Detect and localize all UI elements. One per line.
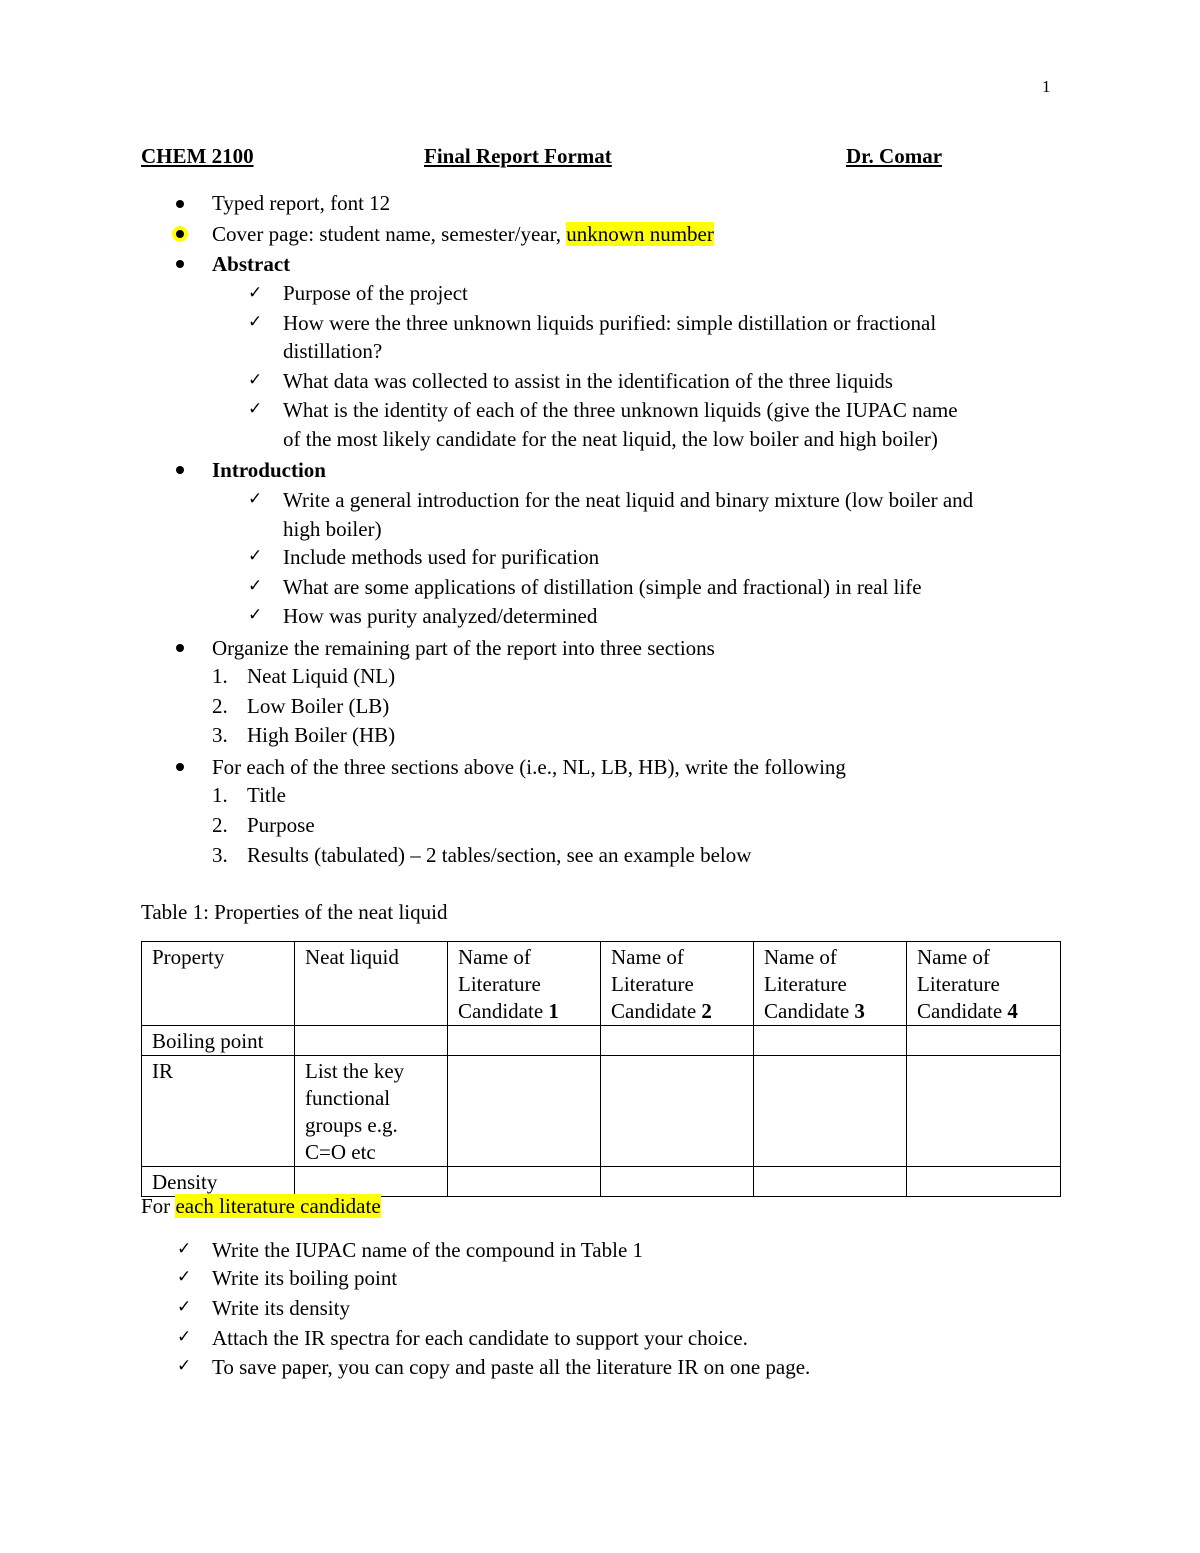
header-number: 2: [701, 999, 712, 1023]
table-cell: [754, 1026, 907, 1056]
checkmark-icon: ✓: [248, 576, 263, 596]
table-cell: [448, 1167, 601, 1197]
step-number: 1.: [212, 783, 228, 807]
intro-item: Write a general introduction for the neat liquid and binary mixture (low boiler and: [283, 488, 974, 512]
table-header-cell: Property: [142, 942, 295, 1026]
abstract-heading: Abstract: [212, 252, 291, 276]
header-text: Name of Literature Candidate: [764, 945, 855, 1023]
step-name: Results (tabulated) – 2 tables/section, see an example below: [247, 843, 752, 867]
checkmark-icon: ✓: [177, 1356, 192, 1376]
table-row: [142, 1026, 1061, 1056]
introduction-heading: Introduction: [212, 458, 326, 482]
section-name: High Boiler (HB): [247, 723, 396, 747]
literature-item: Attach the IR spectra for each candidate to support your choice.: [212, 1326, 748, 1350]
header-text: Name of Literature Candidate: [611, 945, 702, 1023]
intro-item: Include methods used for purification: [283, 545, 600, 569]
cover-page-item: [212, 224, 714, 245]
header-text: Name of Literature Candidate: [458, 945, 549, 1023]
table-cell: [907, 1056, 1061, 1167]
organize-item: Organize the remaining part of the report into three sections: [212, 636, 715, 660]
literature-prefix: For: [141, 1194, 176, 1218]
step-name: Purpose: [247, 813, 315, 837]
checkmark-icon: ✓: [248, 546, 263, 566]
table-row: [142, 1167, 1061, 1197]
checkmark-icon: ✓: [248, 399, 263, 419]
intro-item-continued: high boiler): [283, 517, 382, 541]
header-number: 4: [1007, 999, 1018, 1023]
abstract-item-continued: of the most likely candidate for the neat liquid, the low boiler and high boiler): [283, 427, 938, 451]
bullet-icon: [176, 466, 184, 474]
table-header-row: [142, 942, 1061, 1026]
abstract-item: Purpose of the project: [283, 281, 468, 305]
table-cell: [754, 1167, 907, 1197]
literature-highlight: each literature candidate: [175, 1194, 381, 1218]
checkmark-icon: ✓: [248, 370, 263, 390]
checkmark-icon: ✓: [248, 489, 263, 509]
table-cell: [295, 1026, 448, 1056]
table-cell: Density: [142, 1167, 295, 1197]
abstract-item: What data was collected to assist in the identification of the three liquids: [283, 369, 893, 393]
literature-item: Write its boiling point: [212, 1266, 398, 1290]
table-cell: [601, 1056, 754, 1167]
table-cell: [754, 1056, 907, 1167]
header-text: Name of Literature Candidate: [917, 945, 1008, 1023]
checkmark-icon: ✓: [248, 605, 263, 625]
document-title: Final Report Format: [424, 144, 612, 168]
table-header-cell: [754, 942, 907, 1026]
table-cell: [601, 1026, 754, 1056]
header-number: 3: [854, 999, 865, 1023]
literature-item: To save paper, you can copy and paste all the literature IR on one page.: [212, 1355, 811, 1379]
table-header-cell: [448, 942, 601, 1026]
table-cell: [907, 1167, 1061, 1197]
section-number: 1.: [212, 664, 228, 688]
checkmark-icon: ✓: [177, 1267, 192, 1287]
cover-page-text: Cover page: student name, semester/year,: [212, 222, 567, 246]
bullet-icon: [176, 763, 184, 771]
table-cell: [907, 1026, 1061, 1056]
literature-intro: [141, 1196, 381, 1217]
table-header-cell: Neat liquid: [295, 942, 448, 1026]
checkmark-icon: ✓: [177, 1239, 192, 1259]
step-name: Title: [247, 783, 286, 807]
table-header-cell: [907, 942, 1061, 1026]
checkmark-icon: ✓: [177, 1297, 192, 1317]
bullet-icon: [176, 644, 184, 652]
checkmark-icon: ✓: [177, 1327, 192, 1347]
literature-item: Write its density: [212, 1296, 350, 1320]
abstract-item: How were the three unknown liquids purified: simple distillation or fractional: [283, 311, 937, 335]
header-number: 1: [548, 999, 559, 1023]
table-cell: [601, 1167, 754, 1197]
course-code: CHEM 2100: [141, 144, 254, 168]
literature-item: Write the IUPAC name of the compound in Table 1: [212, 1238, 644, 1262]
table-cell: List the key functional groups e.g. C=O etc: [295, 1056, 448, 1167]
section-number: 2.: [212, 694, 228, 718]
section-number: 3.: [212, 723, 228, 747]
bullet-icon: [176, 200, 184, 208]
section-name: Neat Liquid (NL): [247, 664, 396, 688]
table-row: [142, 1056, 1061, 1167]
step-number: 2.: [212, 813, 228, 837]
table-header-cell: [601, 942, 754, 1026]
section-name: Low Boiler (LB): [247, 694, 390, 718]
foreach-item: For each of the three sections above (i.e., NL, LB, HB), write the following: [212, 755, 846, 779]
table-caption: Table 1: Properties of the neat liquid: [141, 900, 448, 924]
checkmark-icon: ✓: [248, 312, 263, 332]
typed-report-item: Typed report, font 12: [212, 191, 391, 215]
unknown-number-highlight: unknown number: [566, 222, 714, 246]
table-cell: Boiling point: [142, 1026, 295, 1056]
abstract-item: What is the identity of each of the three unknown liquids (give the IUPAC name: [283, 398, 958, 422]
bullet-icon: [176, 230, 184, 238]
table-cell: IR: [142, 1056, 295, 1167]
bullet-icon: [176, 260, 184, 268]
step-number: 3.: [212, 843, 228, 867]
intro-item: What are some applications of distillation (simple and fractional) in real life: [283, 575, 922, 599]
abstract-item-continued: distillation?: [283, 339, 383, 363]
instructor-name: Dr. Comar: [846, 144, 943, 168]
properties-table: [141, 941, 1061, 1197]
table-cell: [448, 1056, 601, 1167]
page-number: 1: [1042, 77, 1051, 96]
table-cell: [448, 1026, 601, 1056]
intro-item: How was purity analyzed/determined: [283, 604, 598, 628]
checkmark-icon: ✓: [248, 283, 263, 303]
table-cell: [295, 1167, 448, 1197]
